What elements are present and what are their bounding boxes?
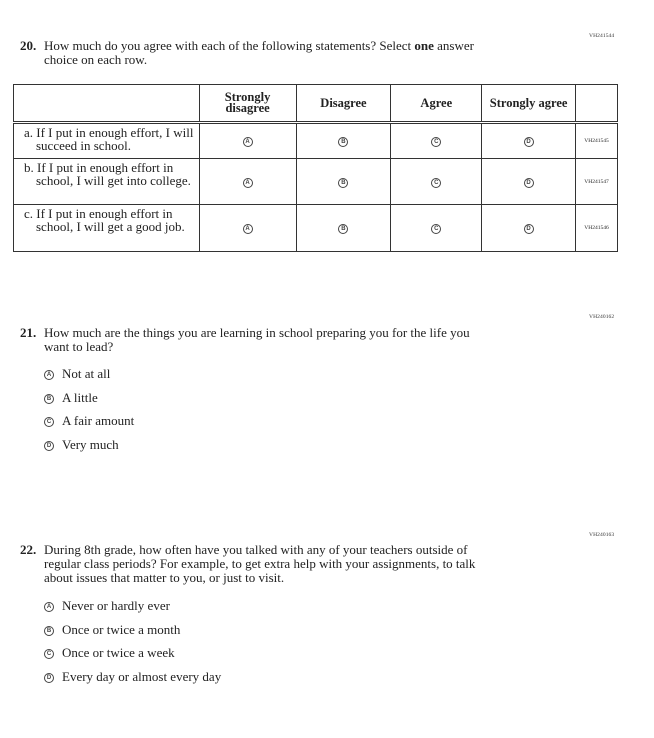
answer-bubble[interactable]: A	[44, 602, 54, 612]
answer-bubble-d[interactable]: D	[524, 224, 534, 234]
item-id: VH241547	[576, 159, 618, 205]
question-22: 22. During 8th grade, how often have you talked with any of your teachers outside of regular class periods? For example, to get extra help with your assignments, to talk about issues that matter to you, or just to visit.	[20, 542, 476, 585]
answer-bubble[interactable]: B	[44, 626, 54, 636]
item-id: VH241544	[589, 33, 615, 39]
answer-bubble-a[interactable]: A	[243, 178, 253, 188]
answer-bubble-a[interactable]: A	[243, 137, 253, 147]
header-agree: Agree	[391, 85, 482, 123]
header-strongly-disagree: Strongly disagree	[199, 85, 296, 123]
answer-bubble[interactable]: D	[44, 673, 54, 683]
answer-bubble-b[interactable]: B	[338, 178, 348, 188]
item-id: VH241545	[576, 123, 618, 159]
statement: c. If I put in enough effort in school, I will get a good job.	[14, 205, 200, 252]
statement: a. If I put in enough effort, I will succeed in school.	[14, 123, 200, 159]
answer-bubble-c[interactable]: C	[431, 137, 441, 147]
question-number: 21.	[20, 325, 37, 340]
answer-bubble-d[interactable]: D	[524, 178, 534, 188]
option-b[interactable]: B A little	[44, 391, 98, 405]
question-number: 20.	[20, 38, 37, 53]
option-a[interactable]: A Never or hardly ever	[44, 599, 170, 613]
item-id: VH241546	[576, 205, 618, 252]
answer-bubble-b[interactable]: B	[338, 137, 348, 147]
header-blank	[14, 85, 200, 123]
answer-bubble-d[interactable]: D	[524, 137, 534, 147]
answer-bubble-c[interactable]: C	[431, 178, 441, 188]
table-row	[14, 205, 618, 252]
table-row	[14, 159, 618, 205]
statement: b. If I put in enough effort in school, I will get into college.	[14, 159, 200, 205]
option-a[interactable]: A Not at all	[44, 367, 110, 381]
answer-bubble[interactable]: A	[44, 370, 54, 380]
option-c[interactable]: C A fair amount	[44, 414, 134, 428]
answer-bubble[interactable]: C	[44, 649, 54, 659]
answer-bubble[interactable]: B	[44, 394, 54, 404]
item-id: VH240162	[589, 314, 615, 320]
question-21: 21. How much are the things you are learning in school preparing you for the life you want to lead?	[20, 325, 470, 354]
answer-bubble-c[interactable]: C	[431, 224, 441, 234]
option-c[interactable]: C Once or twice a week	[44, 646, 175, 660]
question-20: 20. How much do you agree with each of the following statements? Select one answer choice on each row.	[20, 38, 474, 67]
agreement-matrix	[13, 84, 618, 252]
answer-bubble[interactable]: C	[44, 417, 54, 427]
answer-bubble[interactable]: D	[44, 441, 54, 451]
option-d[interactable]: D Very much	[44, 438, 119, 452]
option-d[interactable]: D Every day or almost every day	[44, 670, 221, 684]
answer-bubble-a[interactable]: A	[243, 224, 253, 234]
header-id	[576, 85, 618, 123]
header-strongly-agree: Strongly agree	[482, 85, 576, 123]
answer-bubble-b[interactable]: B	[338, 224, 348, 234]
option-b[interactable]: B Once or twice a month	[44, 623, 180, 637]
question-number: 22.	[20, 542, 37, 557]
table-row	[14, 123, 618, 159]
header-disagree: Disagree	[296, 85, 391, 123]
item-id: VH240163	[589, 532, 615, 538]
